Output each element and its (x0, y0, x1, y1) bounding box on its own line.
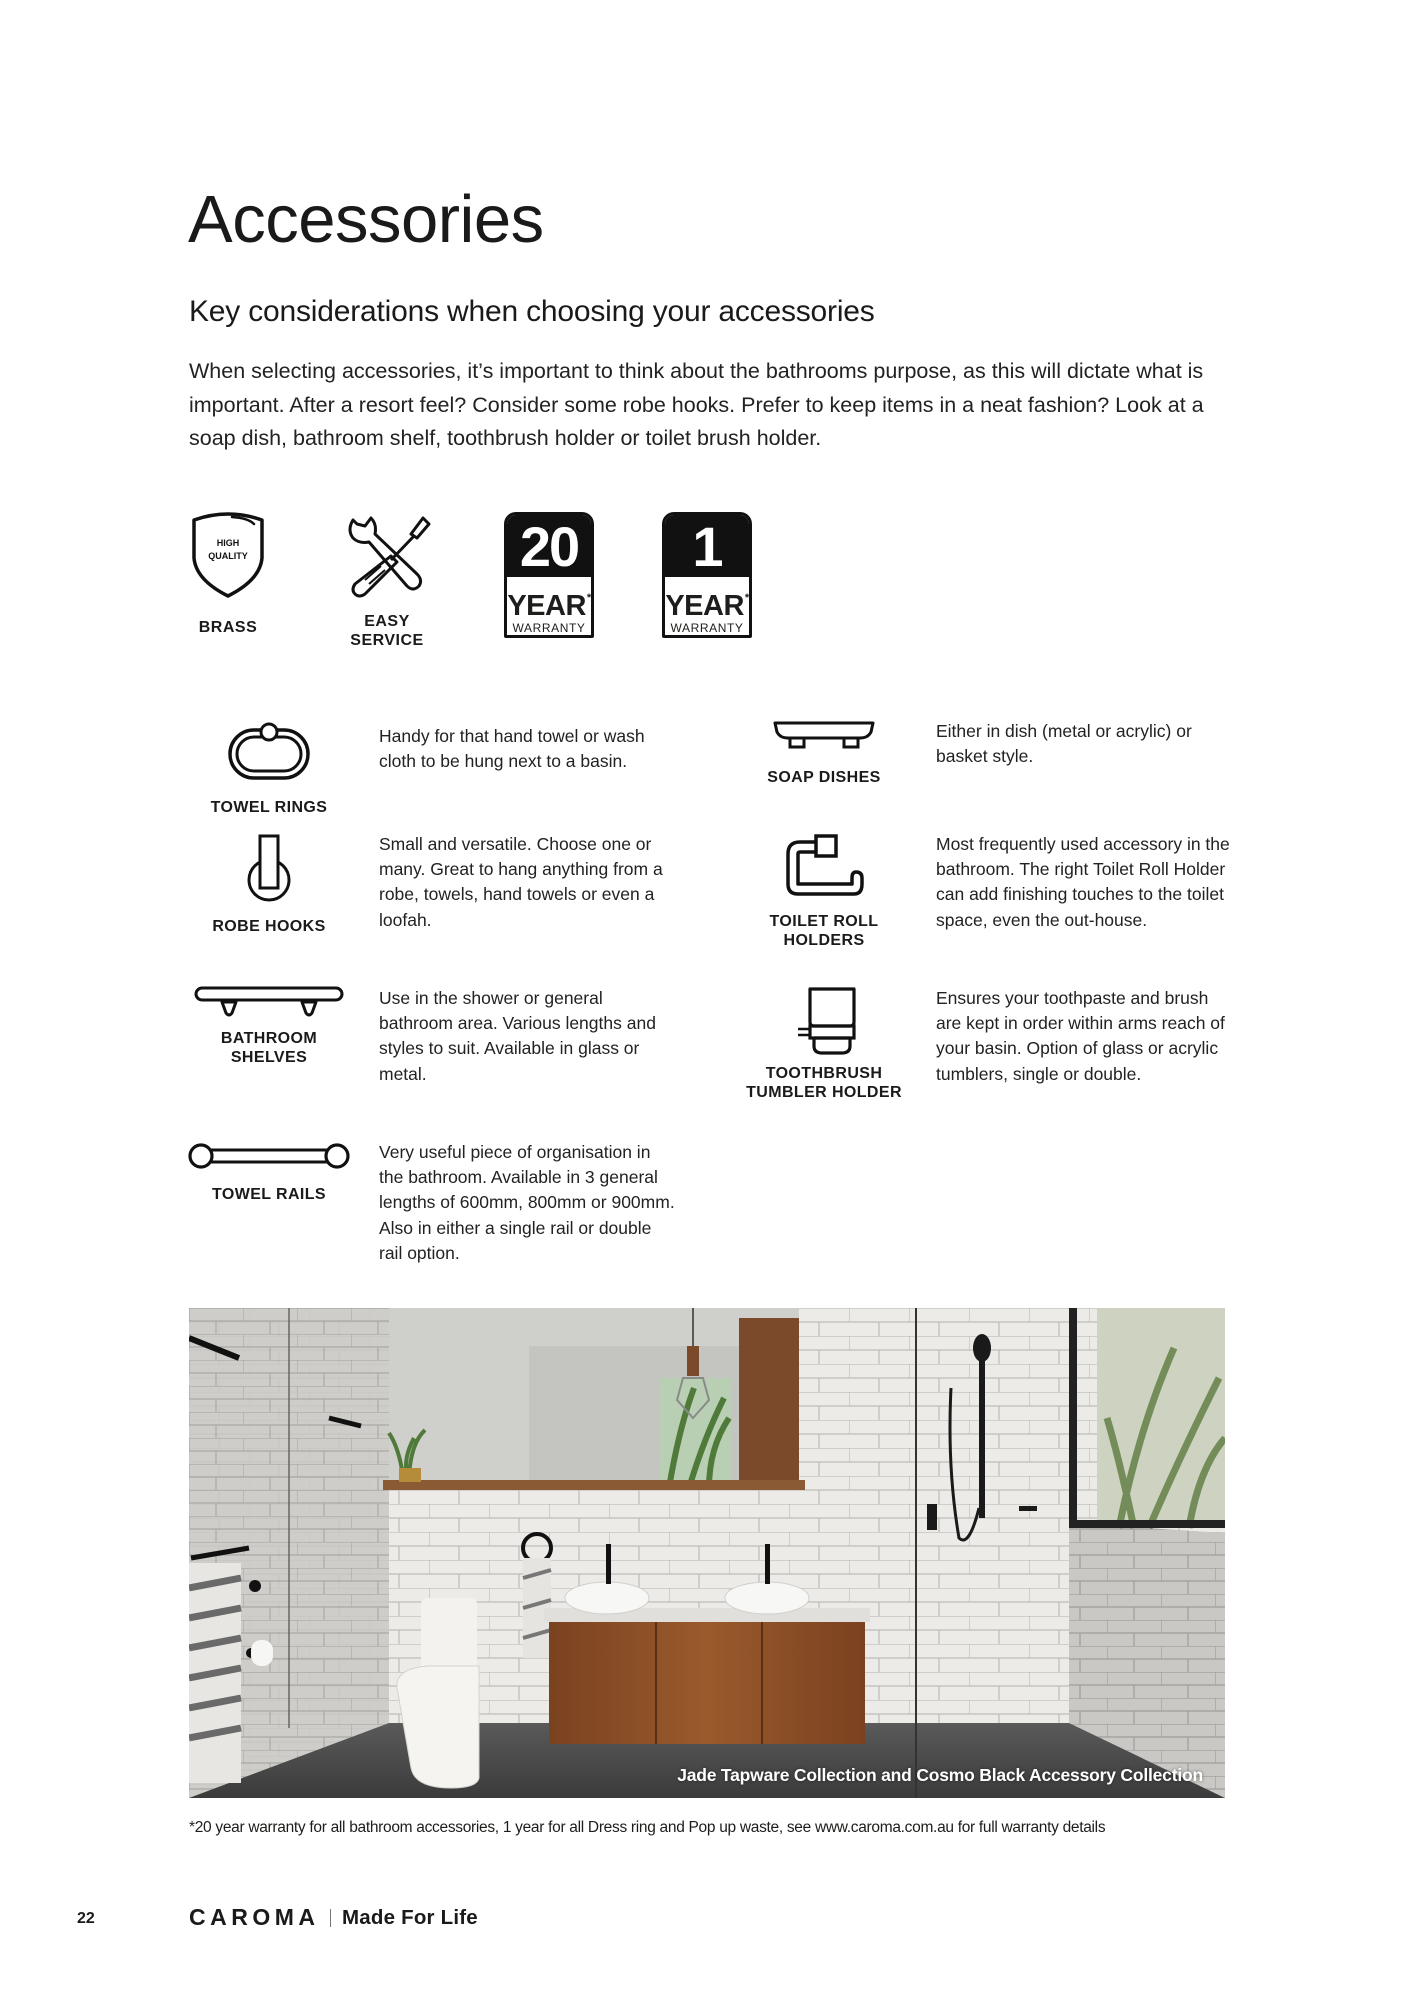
brand-tagline: Made For Life (342, 1905, 478, 1929)
item-description: Use in the shower or general bathroom area. Various lengths and styles to suit. Available in glass or metal. (379, 988, 656, 1084)
badge-label: BRASS (198, 619, 258, 636)
soap-dish-icon (772, 720, 876, 750)
item-description: Either in dish (metal or acrylic) or basket style. (936, 721, 1192, 767)
item-description: Ensures your toothpaste and brush are kept in order within arms reach of your basin. Option of glass or acrylic tumblers, single or double. (936, 988, 1225, 1084)
towel-rail-icon (187, 1141, 351, 1171)
item-toothbrush-tumbler-holder (724, 986, 924, 1102)
tumbler-holder-icon (796, 986, 858, 1056)
item-label: TOOTHBRUSH TUMBLER HOLDER (746, 1065, 902, 1101)
item-label: TOILET ROLL HOLDERS (769, 913, 879, 949)
warranty-caption: WARRANTY (670, 621, 744, 635)
warranty-20-year-badge (504, 512, 594, 638)
warranty-1-year-badge (662, 512, 752, 638)
towel-ring-icon (227, 722, 311, 782)
badge-brass (183, 510, 273, 637)
item-towel-rails (169, 1141, 369, 1204)
item-label: ROBE HOOKS (212, 918, 326, 935)
brand-logo: CAROMA (189, 1904, 320, 1930)
warranty-footnote: *20 year warranty for all bathroom accessories, 1 year for all Dress ring and Pop up waste, see www.caroma.com.au for full warranty details (189, 1819, 1106, 1836)
item-robe-hooks (169, 834, 369, 936)
warranty-number: 20 (507, 515, 591, 577)
svg-text:QUALITY: QUALITY (208, 551, 248, 561)
item-label: SOAP DISHES (767, 769, 881, 786)
badge-easy-service (337, 512, 437, 650)
item-description: Very useful piece of organisation in the bathroom. Available in 3 general lengths of 600mm, 800mm or 900mm. Also in either a single rail or double rail option. (379, 1142, 675, 1263)
tools-icon (343, 512, 431, 598)
robe-hook-icon (246, 834, 292, 904)
item-description: Most frequently used accessory in the bathroom. The right Toilet Roll Holder can add finishing touches to the toilet space, even the out-house. (936, 834, 1230, 930)
section-subtitle: Key considerations when choosing your accessories (189, 295, 875, 328)
item-label: TOWEL RAILS (211, 1186, 327, 1203)
footer-brand (189, 1904, 478, 1931)
svg-text:HIGH: HIGH (216, 538, 240, 548)
item-soap-dishes (724, 720, 924, 787)
photo-caption: Jade Tapware Collection and Cosmo Black Accessory Collection (677, 1765, 1203, 1785)
item-bathroom-shelves (169, 985, 369, 1067)
item-description: Small and versatile. Choose one or many. Great to hang anything from a robe, towels, hand towels or even a loofah. (379, 834, 663, 930)
item-towel-rings (169, 722, 369, 817)
toilet-roll-holder-icon (782, 834, 866, 898)
badge-label: EASY SERVICE (350, 613, 424, 649)
item-label: BATHROOM SHELVES (220, 1030, 318, 1066)
shield-icon (188, 510, 268, 598)
shelf-icon (194, 985, 344, 1019)
item-toilet-roll-holders (724, 834, 924, 950)
warranty-unit: YEAR* (665, 590, 749, 622)
item-label: TOWEL RINGS (210, 799, 328, 816)
warranty-number: 1 (665, 515, 749, 577)
page-title: Accessories (188, 182, 544, 257)
page-number: 22 (77, 1910, 95, 1927)
bathroom-photo (189, 1308, 1225, 1798)
warranty-unit: YEAR* (507, 590, 591, 622)
divider (330, 1909, 332, 1927)
bathroom-scene-image (189, 1308, 1225, 1798)
intro-paragraph: When selecting accessories, it’s important to think about the bathrooms purpose, as this will dictate what is important. After a resort feel? Consider some robe hooks. Prefer to keep items in a neat fashion? Look at a soap dish, bathroom shelf, toothbrush holder or toilet brush holder. (189, 359, 1204, 450)
warranty-caption: WARRANTY (512, 621, 586, 635)
item-description: Handy for that hand towel or wash cloth to be hung next to a basin. (379, 726, 645, 772)
